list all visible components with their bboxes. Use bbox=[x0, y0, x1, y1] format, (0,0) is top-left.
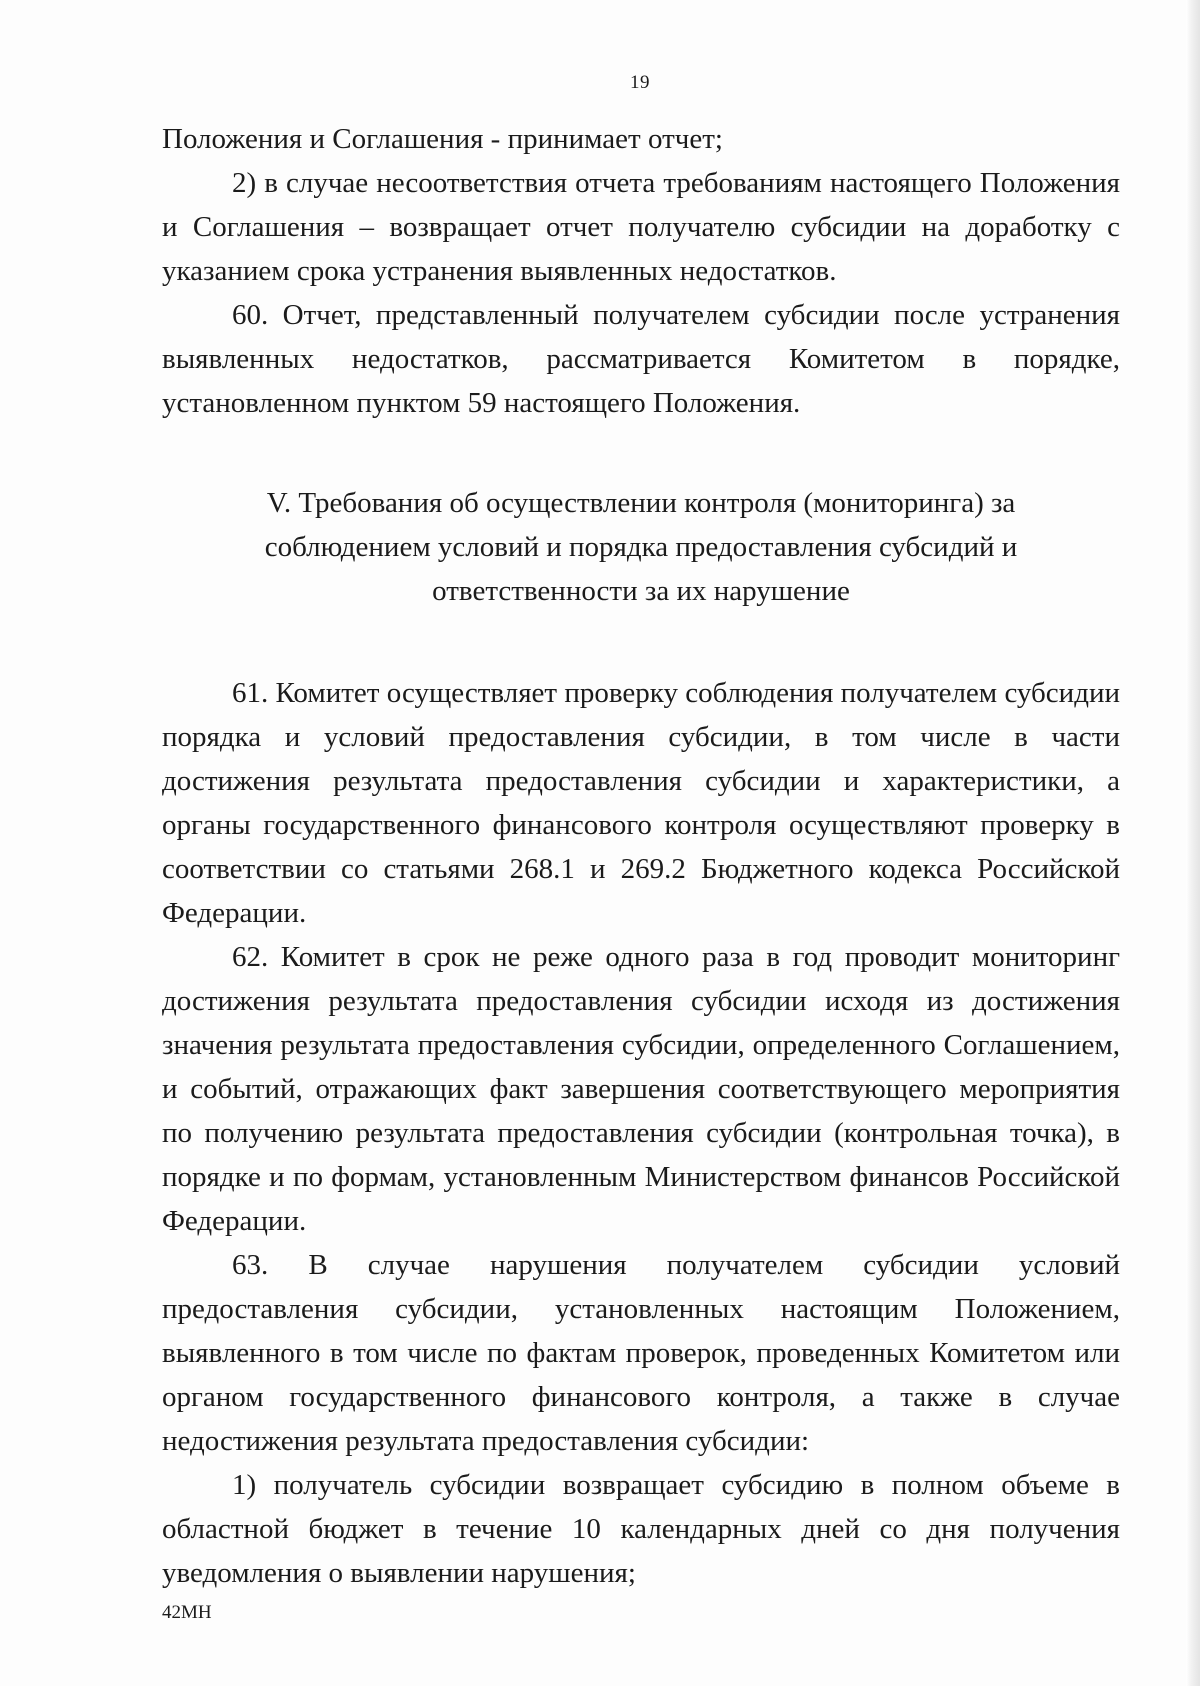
paragraph-63: 63. В случае нарушения получателем субсидии условий предоставления субсидии, установленных настоящим Положением, выявленного в том числе по фактам проверок, проведенных Комитетом или органом государственного финансового контроля, а также в случае недостижения результата предоставления субсидии: bbox=[162, 1249, 1120, 1457]
footer-document-code: 42МН bbox=[162, 1602, 212, 1623]
section-heading-line-2: соблюдением условий и порядка предоставления субсидий и bbox=[264, 531, 1018, 563]
scan-edge-shadow bbox=[1186, 0, 1200, 1686]
paragraph-subitem-2: 2) в случае несоответствия отчета требованиям настоящего Положения и Соглашения – возвращает отчет получателю субсидии на доработку с указанием срока устранения выявленных недостатков. bbox=[162, 167, 1120, 287]
paragraph-continuation: Положения и Соглашения - принимает отчет; bbox=[162, 123, 723, 155]
paragraph-61: 61. Комитет осуществляет проверку соблюдения получателем субсидии порядка и условий предоставления субсидии, в том числе в части достижения результата предоставления субсидии и характеристики, а органы государственного финансового контроля осуществляют проверку в соответствии со статьями 268.1 и 269.2 Бюджетного кодекса Российской Федерации. bbox=[162, 677, 1120, 929]
page-number: 19 bbox=[630, 72, 650, 93]
paragraph-60: 60. Отчет, представленный получателем субсидии после устранения выявленных недостатков, рассматривается Комитетом в порядке, установленном пунктом 59 настоящего Положения. bbox=[162, 299, 1120, 419]
paragraph-62: 62. Комитет в срок не реже одного раза в год проводит мониторинг достижения результата предоставления субсидии исходя из достижения значения результата предоставления субсидии, определенного Соглашением, и событий, отражающих факт завершения соответствующего мероприятия по получению результата предоставления субсидии (контрольная точка), в порядке и по формам, установленным Министерством финансов Российской Федерации. bbox=[162, 941, 1120, 1237]
paragraph-63-subitem-1: 1) получатель субсидии возвращает субсидию в полном объеме в областной бюджет в течение 10 календарных дней со дня получения уведомления о выявлении нарушения; bbox=[162, 1469, 1120, 1589]
document-body bbox=[162, 117, 1120, 1595]
section-heading-line-1: V. Требования об осуществлении контроля (мониторинга) за bbox=[266, 487, 1016, 519]
section-heading bbox=[162, 481, 1120, 613]
section-heading-line-3: ответственности за их нарушение bbox=[432, 575, 850, 607]
